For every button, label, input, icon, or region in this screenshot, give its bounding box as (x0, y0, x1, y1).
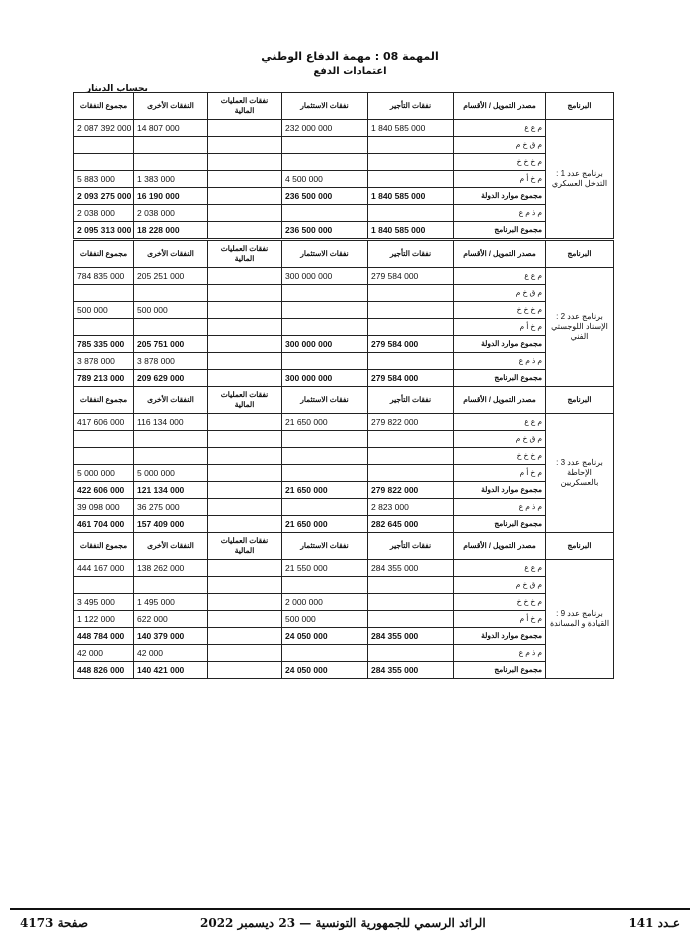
amount-cell: 2 038 000 (74, 205, 134, 222)
amount-cell: 138 262 000 (134, 560, 208, 577)
column-header: مصدر التمويل / الأقسام (454, 241, 546, 268)
footer-divider (10, 908, 690, 910)
footer-journal: الرائد الرسمي للجمهورية التونسية — 23 ديسمبر 2022 (200, 916, 486, 930)
amount-cell: 2 093 275 000 (74, 188, 134, 205)
column-header: نفقات الاستثمار (282, 241, 368, 268)
column-header: البرنامج (546, 93, 614, 120)
table-row (74, 499, 614, 516)
amount-cell: 140 379 000 (134, 628, 208, 645)
amount-cell: 284 355 000 (368, 560, 454, 577)
amount-cell: 232 000 000 (282, 120, 368, 137)
amount-cell (208, 465, 282, 482)
amount-cell: 14 807 000 (134, 120, 208, 137)
amount-cell: 39 098 000 (74, 499, 134, 516)
amount-cell: 279 822 000 (368, 482, 454, 499)
amount-cell (208, 594, 282, 611)
column-header: نفقات الاستثمار (282, 387, 368, 414)
program-name: برنامج عدد 3 : الإحاطة بالعسكريين (546, 414, 614, 533)
amount-cell (208, 662, 282, 679)
amount-cell (208, 482, 282, 499)
amount-cell (134, 137, 208, 154)
column-header: نفقات التأجير (368, 241, 454, 268)
amount-cell (74, 319, 134, 336)
funding-source-cell: م خ خ خ (454, 154, 546, 171)
table-header-row (74, 241, 614, 268)
amount-cell (208, 319, 282, 336)
funding-source-cell: م ذ م ع (454, 205, 546, 222)
amount-cell: 279 822 000 (368, 414, 454, 431)
column-header: نفقات العمليات المالية (208, 533, 282, 560)
amount-cell (208, 516, 282, 533)
amount-cell: 3 495 000 (74, 594, 134, 611)
amount-cell: 36 275 000 (134, 499, 208, 516)
funding-source-cell: م خ خ خ (454, 448, 546, 465)
amount-cell: 282 645 000 (368, 516, 454, 533)
amount-cell (208, 336, 282, 353)
amount-cell: 461 704 000 (74, 516, 134, 533)
amount-cell (282, 577, 368, 594)
amount-cell: 789 213 000 (74, 370, 134, 387)
amount-cell (282, 154, 368, 171)
amount-cell (134, 431, 208, 448)
amount-cell: 500 000 (282, 611, 368, 628)
amount-cell: 1 840 585 000 (368, 222, 454, 239)
column-header: مصدر التمويل / الأقسام (454, 93, 546, 120)
amount-cell (282, 302, 368, 319)
table-row (74, 482, 614, 499)
funding-source-cell: م ق خ م (454, 285, 546, 302)
amount-cell: 24 050 000 (282, 662, 368, 679)
amount-cell: 21 650 000 (282, 516, 368, 533)
program-table (73, 92, 614, 239)
amount-cell: 21 650 000 (282, 482, 368, 499)
amount-cell: 417 606 000 (74, 414, 134, 431)
amount-cell: 1 840 585 000 (368, 120, 454, 137)
funding-source-cell: مجموع البرنامج (454, 516, 546, 533)
amount-cell: 500 000 (74, 302, 134, 319)
amount-cell (74, 285, 134, 302)
table-row (74, 336, 614, 353)
table-row (74, 448, 614, 465)
amount-cell (208, 120, 282, 137)
table-header-row (74, 533, 614, 560)
funding-source-cell: م ذ م ع (454, 645, 546, 662)
table-row (74, 268, 614, 285)
amount-cell (208, 188, 282, 205)
amount-cell: 279 584 000 (368, 336, 454, 353)
funding-source-cell: م خ خ خ (454, 594, 546, 611)
amount-cell (282, 205, 368, 222)
column-header: البرنامج (546, 241, 614, 268)
amount-cell (208, 370, 282, 387)
amount-cell: 21 550 000 (282, 560, 368, 577)
amount-cell (282, 137, 368, 154)
table-row (74, 120, 614, 137)
amount-cell: 5 000 000 (134, 465, 208, 482)
funding-source-cell: م ذ م ع (454, 353, 546, 370)
column-header: نفقات التأجير (368, 533, 454, 560)
amount-cell (368, 319, 454, 336)
column-header: نفقات الاستثمار (282, 533, 368, 560)
amount-cell: 3 878 000 (134, 353, 208, 370)
table-header-row (74, 93, 614, 120)
amount-cell (282, 431, 368, 448)
funding-source-cell: م خ أ م (454, 319, 546, 336)
table-row (74, 222, 614, 239)
amount-cell: 2 087 392 000 (74, 120, 134, 137)
table-row (74, 414, 614, 431)
amount-cell (208, 137, 282, 154)
amount-cell (208, 205, 282, 222)
amount-cell (134, 448, 208, 465)
amount-cell (282, 499, 368, 516)
funding-source-cell: م ق خ م (454, 431, 546, 448)
column-header: النفقات الأخرى (134, 533, 208, 560)
funding-source-cell: مجموع البرنامج (454, 370, 546, 387)
amount-cell: 784 835 000 (74, 268, 134, 285)
amount-cell (208, 431, 282, 448)
amount-cell (208, 302, 282, 319)
column-header: مجموع النفقات (74, 93, 134, 120)
table-row (74, 431, 614, 448)
amount-cell (134, 154, 208, 171)
amount-cell: 18 228 000 (134, 222, 208, 239)
column-header: النفقات الأخرى (134, 241, 208, 268)
amount-cell (368, 431, 454, 448)
amount-cell: 205 251 000 (134, 268, 208, 285)
amount-cell (74, 431, 134, 448)
currency-note: بحساب الدينار (86, 84, 148, 94)
footer-page: صفحة 4173 (20, 916, 89, 930)
program-table (73, 532, 614, 679)
footer-issue: عـدد 141 (628, 916, 680, 930)
program-name: برنامج عدد 9 : القيادة و المساندة (546, 560, 614, 679)
table-row (74, 154, 614, 171)
column-header: النفقات الأخرى (134, 387, 208, 414)
table-row (74, 370, 614, 387)
amount-cell: 21 650 000 (282, 414, 368, 431)
table-row (74, 594, 614, 611)
amount-cell (208, 268, 282, 285)
amount-cell: 24 050 000 (282, 628, 368, 645)
page-title: المهمة 08 : مهمة الدفاع الوطني (261, 50, 439, 63)
amount-cell (368, 302, 454, 319)
amount-cell: 444 167 000 (74, 560, 134, 577)
amount-cell (208, 628, 282, 645)
funding-source-cell: م ع ع (454, 120, 546, 137)
table-row (74, 662, 614, 679)
column-header: نفقات العمليات المالية (208, 93, 282, 120)
table-row (74, 285, 614, 302)
amount-cell (208, 285, 282, 302)
amount-cell: 500 000 (134, 302, 208, 319)
program-name: برنامج عدد 2 : الإسناد اللوجستي الفني (546, 268, 614, 387)
amount-cell: 448 826 000 (74, 662, 134, 679)
amount-cell: 116 134 000 (134, 414, 208, 431)
amount-cell (368, 448, 454, 465)
column-header: نفقات العمليات المالية (208, 241, 282, 268)
amount-cell (208, 448, 282, 465)
amount-cell: 2 000 000 (282, 594, 368, 611)
amount-cell (208, 414, 282, 431)
column-header: البرنامج (546, 533, 614, 560)
amount-cell: 2 038 000 (134, 205, 208, 222)
funding-source-cell: م ع ع (454, 414, 546, 431)
page-subtitle: اعتمادات الدفع (313, 66, 387, 77)
column-header: نفقات العمليات المالية (208, 387, 282, 414)
amount-cell (368, 171, 454, 188)
table-row (74, 319, 614, 336)
amount-cell (208, 154, 282, 171)
funding-source-cell: م ق خ م (454, 137, 546, 154)
amount-cell: 236 500 000 (282, 188, 368, 205)
funding-source-cell: مجموع موارد الدولة (454, 188, 546, 205)
amount-cell: 300 000 000 (282, 370, 368, 387)
amount-cell: 279 584 000 (368, 370, 454, 387)
table-row (74, 611, 614, 628)
table-row (74, 645, 614, 662)
amount-cell (282, 465, 368, 482)
amount-cell: 236 500 000 (282, 222, 368, 239)
amount-cell (134, 319, 208, 336)
amount-cell: 3 878 000 (74, 353, 134, 370)
amount-cell (208, 499, 282, 516)
amount-cell: 5 000 000 (74, 465, 134, 482)
amount-cell (208, 353, 282, 370)
amount-cell (74, 577, 134, 594)
funding-source-cell: م خ أ م (454, 171, 546, 188)
table-row (74, 353, 614, 370)
column-header: مجموع النفقات (74, 533, 134, 560)
funding-source-cell: م خ أ م (454, 611, 546, 628)
funding-source-cell: م ع ع (454, 268, 546, 285)
amount-cell (368, 205, 454, 222)
amount-cell (208, 611, 282, 628)
column-header: البرنامج (546, 387, 614, 414)
table-row (74, 516, 614, 533)
amount-cell: 42 000 (74, 645, 134, 662)
column-header: نفقات التأجير (368, 93, 454, 120)
amount-cell: 1 495 000 (134, 594, 208, 611)
funding-source-cell: مجموع موارد الدولة (454, 628, 546, 645)
amount-cell: 1 122 000 (74, 611, 134, 628)
amount-cell (368, 611, 454, 628)
amount-cell (208, 645, 282, 662)
amount-cell: 1 383 000 (134, 171, 208, 188)
amount-cell: 121 134 000 (134, 482, 208, 499)
amount-cell (74, 137, 134, 154)
column-header: نفقات التأجير (368, 387, 454, 414)
amount-cell (208, 171, 282, 188)
amount-cell (368, 285, 454, 302)
amount-cell (368, 594, 454, 611)
amount-cell (368, 465, 454, 482)
table-row (74, 137, 614, 154)
column-header: مجموع النفقات (74, 387, 134, 414)
amount-cell: 5 883 000 (74, 171, 134, 188)
amount-cell: 16 190 000 (134, 188, 208, 205)
amount-cell: 279 584 000 (368, 268, 454, 285)
amount-cell: 448 784 000 (74, 628, 134, 645)
column-header: نفقات الاستثمار (282, 93, 368, 120)
funding-source-cell: م ع ع (454, 560, 546, 577)
amount-cell: 157 409 000 (134, 516, 208, 533)
amount-cell: 284 355 000 (368, 628, 454, 645)
amount-cell (208, 577, 282, 594)
amount-cell (368, 353, 454, 370)
amount-cell (74, 154, 134, 171)
table-row (74, 628, 614, 645)
amount-cell (282, 448, 368, 465)
amount-cell: 205 751 000 (134, 336, 208, 353)
amount-cell: 140 421 000 (134, 662, 208, 679)
table-row (74, 560, 614, 577)
amount-cell: 300 000 000 (282, 268, 368, 285)
funding-source-cell: م خ خ خ (454, 302, 546, 319)
amount-cell (134, 285, 208, 302)
funding-source-cell: مجموع موارد الدولة (454, 336, 546, 353)
amount-cell: 209 629 000 (134, 370, 208, 387)
funding-source-cell: م ق خ م (454, 577, 546, 594)
amount-cell (368, 137, 454, 154)
amount-cell: 785 335 000 (74, 336, 134, 353)
program-table (73, 386, 614, 533)
table-row (74, 465, 614, 482)
amount-cell: 2 823 000 (368, 499, 454, 516)
column-header: مجموع النفقات (74, 241, 134, 268)
program-name: برنامج عدد 1 : التدخل العسكري (546, 120, 614, 239)
column-header: مصدر التمويل / الأقسام (454, 387, 546, 414)
amount-cell (208, 222, 282, 239)
amount-cell (282, 645, 368, 662)
amount-cell (282, 319, 368, 336)
table-row (74, 205, 614, 222)
amount-cell (368, 154, 454, 171)
amount-cell (282, 285, 368, 302)
amount-cell: 42 000 (134, 645, 208, 662)
amount-cell (282, 353, 368, 370)
table-row (74, 171, 614, 188)
amount-cell (208, 560, 282, 577)
amount-cell (134, 577, 208, 594)
amount-cell: 622 000 (134, 611, 208, 628)
column-header: النفقات الأخرى (134, 93, 208, 120)
amount-cell: 422 606 000 (74, 482, 134, 499)
amount-cell: 284 355 000 (368, 662, 454, 679)
funding-source-cell: م خ أ م (454, 465, 546, 482)
amount-cell (74, 448, 134, 465)
funding-source-cell: م ذ م ع (454, 499, 546, 516)
table-row (74, 577, 614, 594)
program-table (73, 240, 614, 387)
funding-source-cell: مجموع البرنامج (454, 222, 546, 239)
amount-cell (368, 577, 454, 594)
amount-cell (368, 645, 454, 662)
amount-cell: 4 500 000 (282, 171, 368, 188)
amount-cell: 300 000 000 (282, 336, 368, 353)
funding-source-cell: مجموع البرنامج (454, 662, 546, 679)
table-row (74, 188, 614, 205)
amount-cell: 2 095 313 000 (74, 222, 134, 239)
column-header: مصدر التمويل / الأقسام (454, 533, 546, 560)
table-header-row (74, 387, 614, 414)
amount-cell: 1 840 585 000 (368, 188, 454, 205)
funding-source-cell: مجموع موارد الدولة (454, 482, 546, 499)
table-row (74, 302, 614, 319)
